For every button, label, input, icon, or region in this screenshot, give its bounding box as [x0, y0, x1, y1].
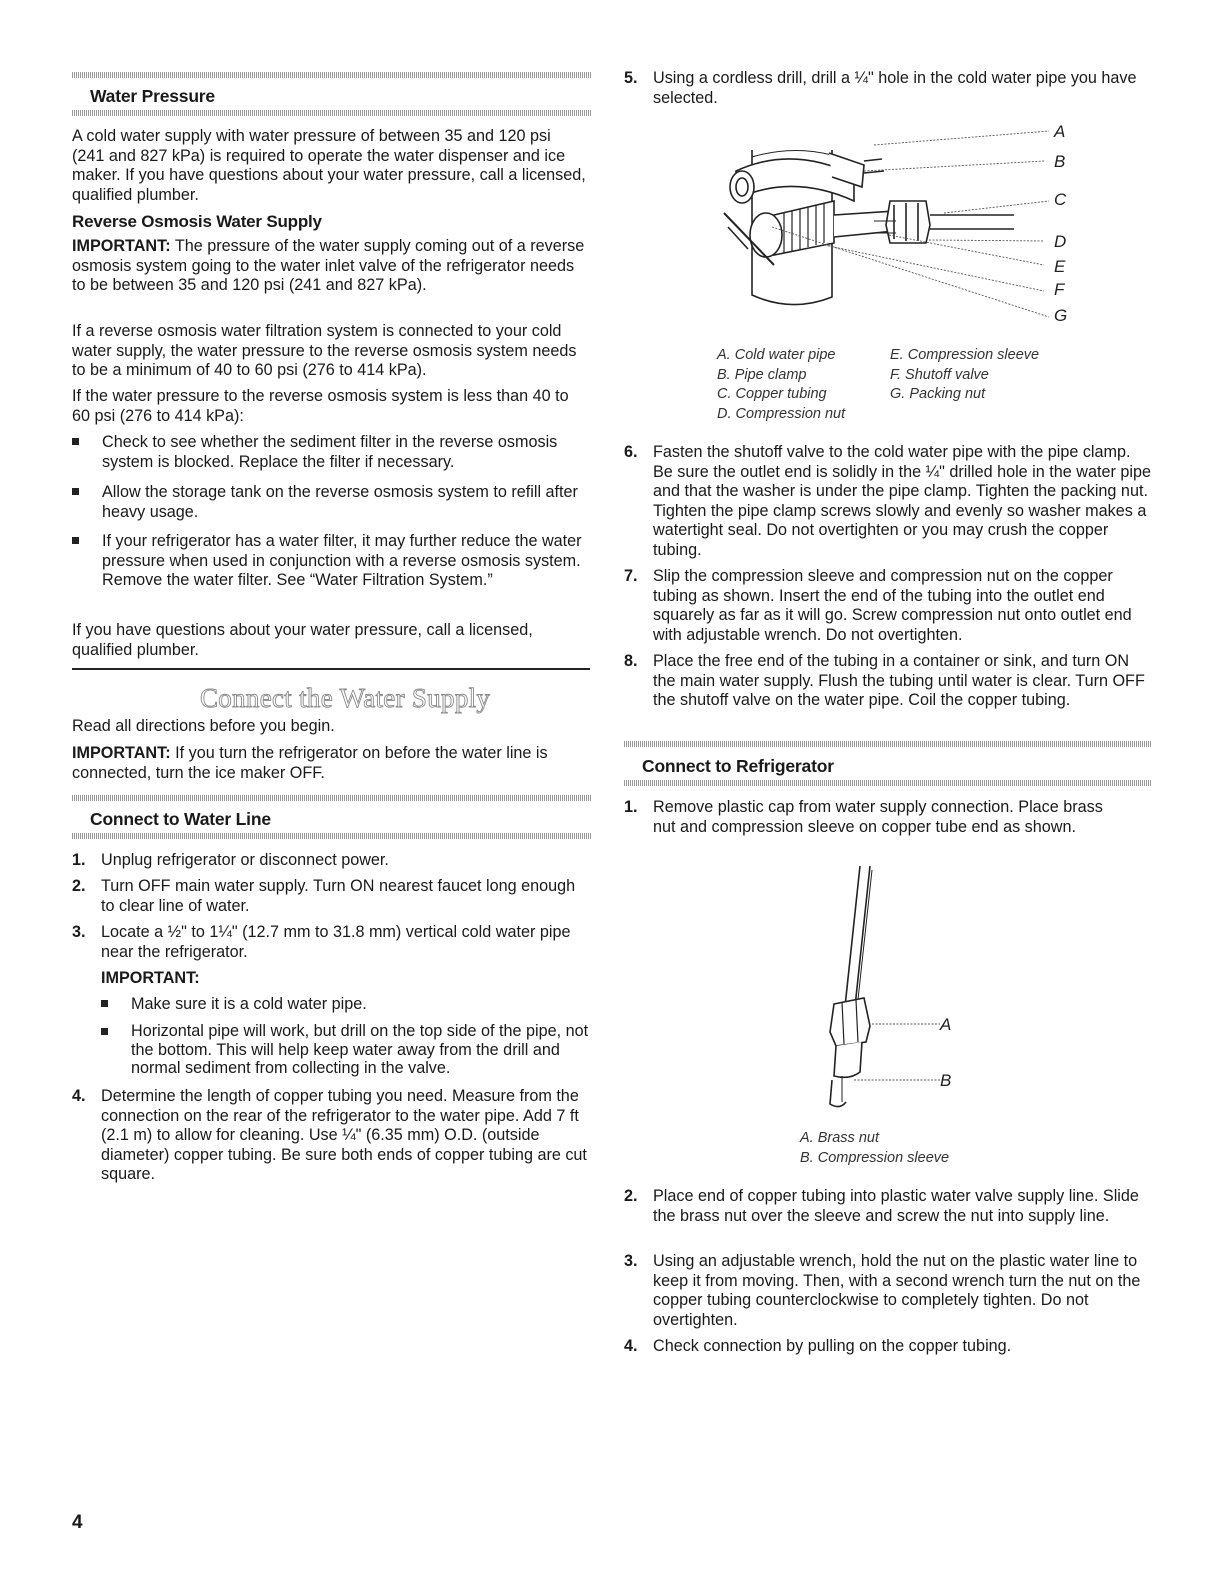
- fig1-letter-c: C: [1054, 190, 1067, 209]
- right-step-5: Using a cordless drill, drill a ¼" hole in the cold water pipe you have selected.: [653, 69, 1137, 107]
- step-number: 3.: [624, 1252, 638, 1270]
- step-number: 8.: [624, 652, 638, 670]
- ro-bullet-1: Check to see whether the sediment filter in the reverse osmosis system is blocked. Replace the filter if necessary.: [102, 433, 558, 471]
- fig1-caption-left: [717, 346, 845, 424]
- fig1-letter-g: G: [1054, 306, 1068, 325]
- right-step-6: Fasten the shutoff valve to the cold water pipe with the pipe clamp. Be sure the outlet end is solidly in the ¼" drilled hole in the water pipe and that the washer is under the pipe clamp. Tighten the packing nut. Tighten the pipe clamp screws slowly and evenly so washer makes a watertight seal. Do not overtighten or you may crush the copper tubing.: [653, 443, 1151, 559]
- shutoff-valve-diagram: [714, 115, 1074, 330]
- water-pressure-intro: A cold water supply with water pressure of between 35 and 120 psi (241 and 827 kPa) is required to operate the water dispenser and ice maker. If you have questions about your water pressure, call a licensed, qualified plumber.: [72, 127, 586, 204]
- step-number: 5.: [624, 69, 638, 87]
- heading-rule-bottom: [72, 833, 592, 839]
- fig1-caption-line: D. Compression nut: [717, 405, 846, 422]
- step-number: 2.: [72, 877, 86, 895]
- fig2-letter-b: B: [940, 1071, 952, 1090]
- fig1-caption-line: C. Copper tubing: [717, 386, 827, 403]
- brass-nut-diagram: [814, 866, 964, 1116]
- fig1-letter-d: D: [1054, 232, 1067, 251]
- water-line-step-4: Determine the length of copper tubing you need. Measure from the connection on the rear of the refrigerator to the water pipe. Add 7 ft (2.1 m) to allow for cleaning. Use ¼" (6.35 mm) O.D. (outside diameter) copper tubing. Be sure both ends of copper tubing are cut square.: [101, 1087, 587, 1184]
- heading-rule-bottom: [624, 780, 1152, 786]
- connect-supply-title: Connect the Water Supply: [200, 683, 491, 713]
- right-step-8: Place the free end of the tubing in a container or sink, and turn ON the main water supply. Flush the tubing until water is clear. Turn OFF the shutoff valve on the water pipe. Coil the copper tubing.: [653, 652, 1145, 710]
- refrigerator-step-4: Check connection by pulling on the copper tubing.: [653, 1337, 1012, 1355]
- section-rule: [72, 668, 590, 670]
- water-line-step-2: Turn OFF main water supply. Turn ON nearest faucet long enough to clear line of water.: [101, 877, 576, 915]
- ro-heading: Reverse Osmosis Water Supply: [72, 212, 322, 231]
- heading-rule-top: [72, 795, 592, 801]
- water-line-heading: Connect to Water Line: [90, 809, 271, 829]
- fig1-caption-line: B. Pipe clamp: [717, 366, 807, 383]
- fig1-caption-line: A. Cold water pipe: [717, 347, 836, 363]
- ro-important: [72, 237, 587, 296]
- ro-bullet-2: Allow the storage tank on the reverse osmosis system to refill after heavy usage.: [102, 483, 578, 521]
- water-line-step-3: Locate a ½" to 1¼" (12.7 mm to 31.8 mm) vertical cold water pipe near the refrigerator.: [101, 923, 571, 961]
- refrigerator-step-3: Using an adjustable wrench, hold the nut on the plastic water line to keep it from moving. Then, with a second wrench turn the nut on the copper tubing counterclockwise to completely tighten. Do not overtighten.: [653, 1252, 1141, 1329]
- fig1-letter-f: F: [1054, 280, 1065, 299]
- page-number: 4: [72, 1512, 83, 1533]
- step3-bullet-2: Horizontal pipe will work, but drill on the top side of the pipe, not the bottom. This will help keep water away from the drill and normal sediment from collecting in the valve.: [131, 1022, 589, 1077]
- ro-closing: If you have questions about your water pressure, call a licensed, qualified plumber.: [72, 621, 533, 659]
- fig2-caption-line: B. Compression sleeve: [800, 1149, 950, 1166]
- bullet-marker: [72, 438, 79, 445]
- connect-supply-important-text: If you turn the refrigerator on before the water line is connected, turn the ice maker OFF.: [72, 744, 548, 782]
- important-label: IMPORTANT:: [72, 744, 171, 762]
- important-label: IMPORTANT:: [72, 237, 171, 255]
- fig1-letter-e: E: [1054, 257, 1066, 276]
- fig2-caption-line: A. Brass nut: [800, 1130, 879, 1146]
- fig1-caption-line: G. Packing nut: [890, 386, 986, 403]
- fig1-letter-a: A: [1054, 122, 1066, 141]
- fig2-letter-a: A: [940, 1015, 952, 1034]
- fig1-caption-line: F. Shutoff valve: [890, 366, 989, 383]
- ro-bullet-3: If your refrigerator has a water filter, it may further reduce the water pressure when used in conjunction with a reverse osmosis system. Remove the water filter. See “Water Filtration System.”: [102, 532, 582, 590]
- step-number: 4.: [624, 1337, 638, 1355]
- fig2-caption: [800, 1129, 949, 1168]
- bullet-marker: [101, 1028, 108, 1035]
- refrigerator-heading: Connect to Refrigerator: [642, 756, 834, 776]
- heading-rule-top: [72, 72, 592, 78]
- fig1-caption-right: [890, 346, 1039, 405]
- fig1-letter-b: B: [1054, 152, 1066, 171]
- heading-rule-bottom: [72, 110, 592, 116]
- right-step-7: Slip the compression sleeve and compression nut on the copper tubing as shown. Insert the end of the tubing into the outlet end squarely as far as it will go. Screw compression nut onto outlet end with adjustable wrench. Do not overtighten.: [653, 567, 1132, 644]
- bullet-marker: [72, 537, 79, 544]
- water-line-step-1: Unplug refrigerator or disconnect power.: [101, 851, 389, 869]
- fig1-caption-line: E. Compression sleeve: [890, 347, 1040, 363]
- step-number: 3.: [72, 923, 86, 941]
- connect-supply-important: [72, 744, 587, 783]
- step3-important: IMPORTANT:: [101, 969, 200, 987]
- bullet-marker: [101, 1000, 108, 1007]
- ro-paragraph-2: If the water pressure to the reverse osmosis system is less than 40 to 60 psi (276 to 414 kPa):: [72, 387, 569, 425]
- bullet-marker: [72, 488, 79, 495]
- heading-rule-top: [624, 741, 1152, 747]
- ro-paragraph-1: If a reverse osmosis water filtration system is connected to your cold water supply, the water pressure to the reverse osmosis system needs to be a minimum of 40 to 60 psi (276 to 414 kPa).: [72, 322, 577, 380]
- ro-important-text: The pressure of the water supply coming out of a reverse osmosis system going to the water inlet valve of the refrigerator needs to be between 35 and 120 psi (241 and 827 kPa).: [72, 237, 585, 295]
- step-number: 7.: [624, 567, 638, 585]
- step-number: 1.: [72, 851, 86, 869]
- step-number: 1.: [624, 798, 638, 816]
- read-directions: Read all directions before you begin.: [72, 717, 335, 735]
- step-number: 2.: [624, 1187, 638, 1205]
- refrigerator-step-1: Remove plastic cap from water supply connection. Place brass nut and compression sleeve on copper tube end as shown.: [653, 798, 1103, 836]
- water-pressure-heading: Water Pressure: [90, 86, 215, 106]
- step3-bullet-1: Make sure it is a cold water pipe.: [131, 995, 367, 1013]
- step-number: 4.: [72, 1087, 86, 1105]
- step-number: 6.: [624, 443, 638, 461]
- refrigerator-step-2: Place end of copper tubing into plastic water valve supply line. Slide the brass nut over the sleeve and screw the nut into supply line.: [653, 1187, 1139, 1225]
